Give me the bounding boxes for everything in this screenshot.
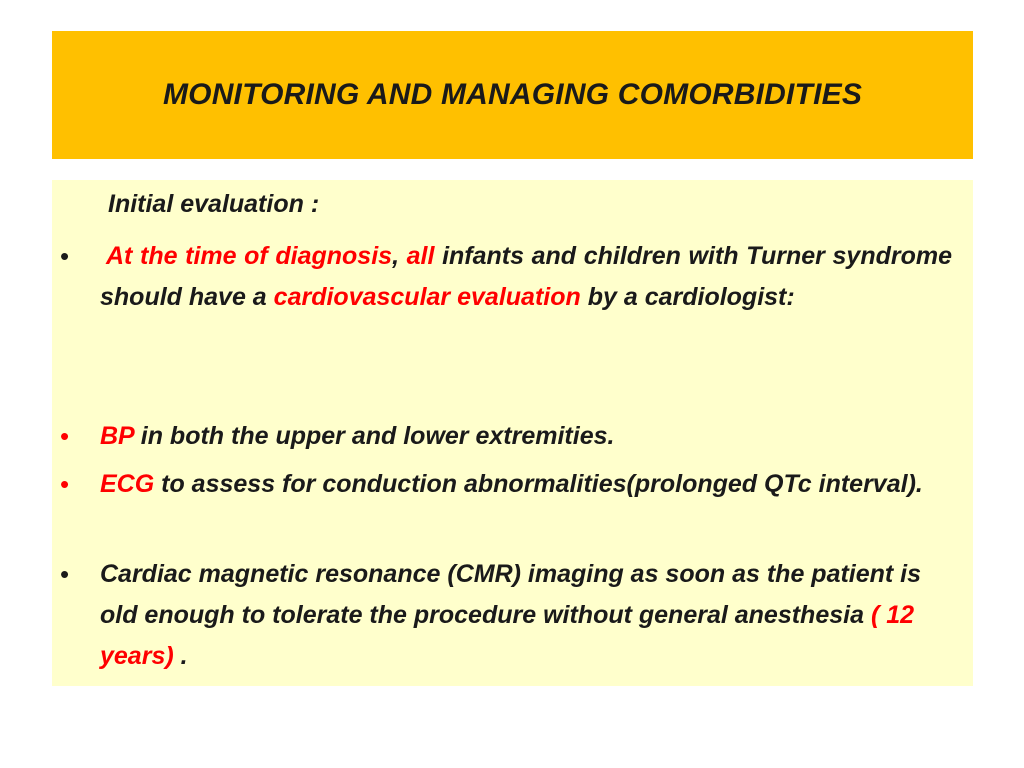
- highlight-text: ( 12 years): [100, 601, 915, 670]
- highlight-text: all: [406, 242, 435, 270]
- slide-title: MONITORING AND MANAGING COMORBIDITIES: [162, 78, 863, 111]
- highlight-text: cardiovascular evaluation: [273, 283, 581, 311]
- bullet-icon: •: [60, 559, 70, 589]
- bullet-text: Cardiac magnetic resonance (CMR) imaging as soon as the patient is old enough to tolerate the procedure without general anesthesia ( 12 years) .: [100, 560, 922, 670]
- bullet-icon: •: [60, 241, 70, 271]
- bullet-icon: •: [60, 421, 70, 451]
- highlight-text: BP: [100, 422, 134, 450]
- bullet-icon: •: [60, 469, 70, 499]
- bullet-text: At the time of diagnosis, all infants and children with Turner syndrome should have a cardiovascular evaluation by a cardiologist:: [100, 242, 952, 311]
- highlight-text: ECG: [100, 470, 155, 498]
- bullet-text: BP in both the upper and lower extremities.: [100, 422, 615, 450]
- bullet-text: ECG to assess for conduction abnormalities(prolonged QTc interval).: [100, 470, 923, 498]
- content-box: [52, 180, 973, 686]
- title-bar: [52, 31, 973, 159]
- intro-heading: Initial evaluation :: [108, 190, 320, 218]
- highlight-text: At the time of diagnosis: [106, 242, 393, 270]
